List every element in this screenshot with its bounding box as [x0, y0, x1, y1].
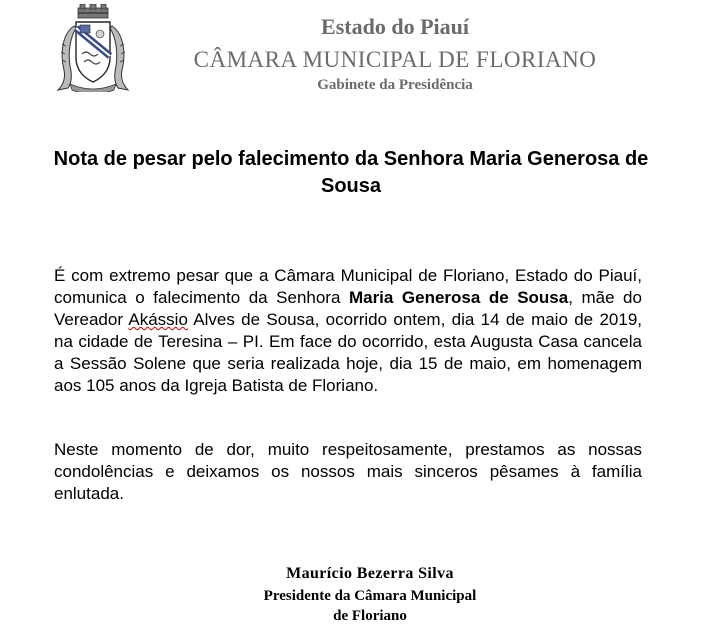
p1-spellcheck-word: Akássio — [128, 310, 188, 329]
note-title: Nota de pesar pelo falecimento da Senhora Maria Generosa de Sousa — [53, 148, 649, 197]
header-office: Gabinete da Presidência — [317, 77, 473, 93]
signature-role-line2: de Floriano — [333, 608, 407, 624]
paragraph-announcement — [54, 265, 642, 397]
p1-text-b: , mãe do Vereador — [54, 288, 642, 329]
p1-deceased-name: Maria Generosa de Sousa — [348, 288, 569, 307]
p1-text-c: Alves de Sousa, ocorrido ontem, dia 14 de maio de 2019, na cidade de Teresina – PI. Em face do ocorrido, esta Augusta Casa cancela a Sessão Solene que seria realizada hoje, dia 15 de maio, em homenagem aos 105 anos da Igreja Batista de Floriano. — [54, 310, 642, 395]
signature-role: Presidente da Câmara Municipal — [263, 588, 477, 604]
coat-of-arms-icon — [52, 4, 134, 92]
header-chamber: CÂMARA MUNICIPAL DE FLORIANO — [193, 47, 597, 72]
header-state: Estado do Piauí — [321, 14, 469, 39]
p1-text-a: É com extremo pesar que a Câmara Municipal de Floriano, Estado do Piauí, comunica o falecimento da Senhora — [54, 266, 642, 307]
paragraph-condolences: Neste momento de dor, muito respeitosamente, prestamos as nossas condolências e deixamos os nossos mais sinceros pêsames à família enlutada. — [54, 440, 642, 503]
signature-name: Maurício Bezerra Silva — [286, 565, 454, 582]
